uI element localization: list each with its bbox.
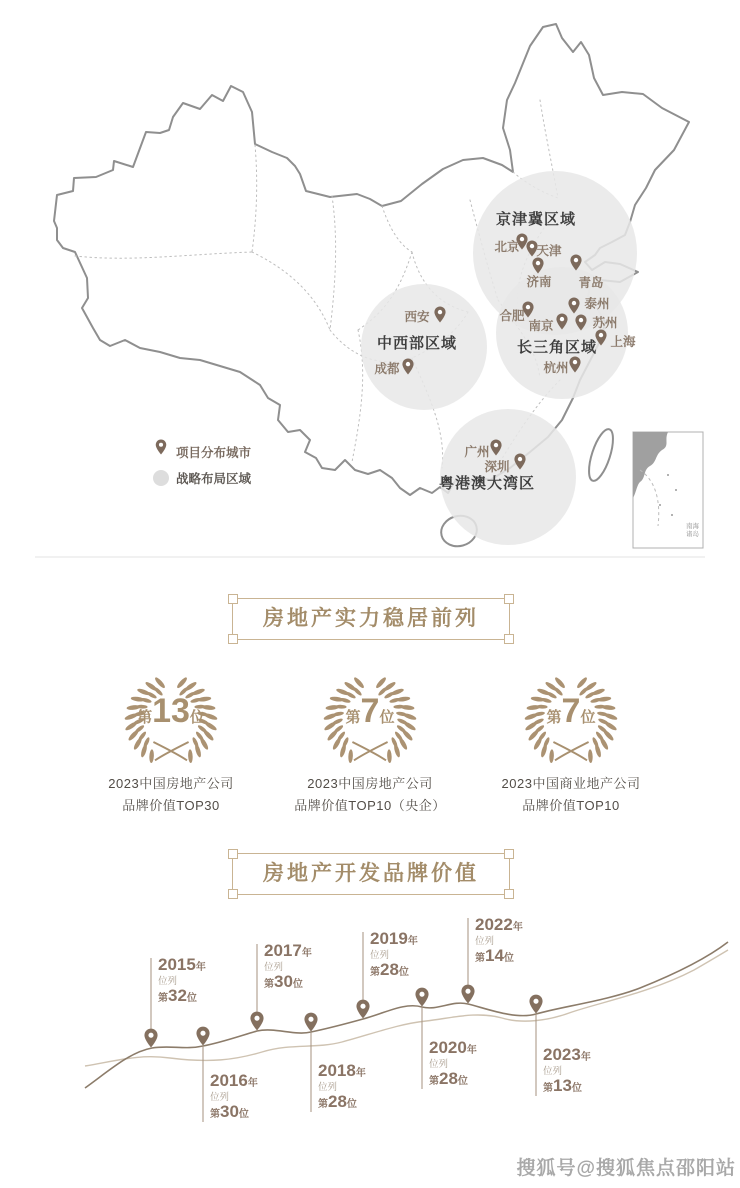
region-label: 粤港澳大湾区: [438, 475, 536, 492]
rank-number: 7: [561, 692, 581, 730]
rank-suffix: 位: [189, 709, 205, 726]
timeline-label-2015: [158, 956, 250, 1006]
legend-label: 项目分布城市: [176, 446, 252, 460]
city-label: 广州: [464, 445, 490, 459]
timeline-pin-icon: [415, 988, 428, 1007]
year: 2019: [370, 929, 408, 948]
award-caption-line2: 品牌价值TOP10（央企）: [294, 798, 446, 814]
award-caption: [65, 773, 277, 817]
award-caption-line1: 2023中国房地产公司: [307, 776, 433, 791]
taiwan-island: [584, 427, 618, 484]
year-suffix: 年: [195, 962, 206, 973]
corner-ornament: [228, 849, 238, 859]
city-label: 青岛: [578, 276, 604, 290]
city-label: 成都: [374, 362, 400, 376]
rank-word: 位列: [543, 1065, 563, 1077]
rank-word: 位列: [264, 961, 284, 973]
inset-label: 南海: [686, 523, 699, 530]
rank-word: 位列: [318, 1081, 338, 1093]
china-map: [0, 0, 740, 565]
rank-suffix: 位: [580, 709, 596, 726]
award-item: [65, 670, 277, 817]
timeline-label-2019: [370, 930, 462, 980]
award-wreath: [264, 670, 476, 766]
year: 2023: [543, 1045, 581, 1064]
timeline-pin-icon: [304, 1013, 317, 1032]
brand-section-title-box: [232, 853, 510, 895]
legend-pin-icon: [156, 440, 167, 455]
rank-suffix: 位: [238, 1109, 249, 1121]
region-label: 长三角区域: [516, 339, 598, 356]
timeline-label-2023: [543, 1046, 635, 1096]
rank-suffix: 位: [398, 967, 409, 979]
corner-ornament: [228, 889, 238, 899]
award-caption-line2: 品牌价值TOP10: [522, 798, 620, 814]
year: 2020: [429, 1038, 467, 1057]
rank-prefix: 第: [475, 953, 485, 965]
rank-prefix: 第: [158, 993, 168, 1005]
rank-number: 14: [485, 946, 504, 966]
timeline-pin-icon: [250, 1012, 263, 1031]
rank-prefix: 第: [543, 1083, 553, 1095]
timeline-pin-icon: [461, 985, 474, 1004]
rank-prefix: 第: [546, 709, 562, 726]
timeline-pin-icon: [356, 1000, 369, 1019]
year-suffix: 年: [407, 936, 418, 947]
timeline-pin-icon: [196, 1027, 209, 1046]
rank-number: 13: [553, 1076, 572, 1096]
award-wreath: [65, 670, 277, 766]
rank-number: 32: [168, 986, 187, 1006]
rank-word: 位列: [429, 1058, 449, 1070]
year: 2018: [318, 1061, 356, 1080]
rank-prefix: 第: [137, 709, 153, 726]
city-label: 深圳: [484, 460, 510, 474]
rank-suffix: 位: [186, 993, 197, 1005]
corner-ornament: [228, 594, 238, 604]
rank-word: 位列: [370, 949, 390, 961]
rank-word: 位列: [210, 1091, 230, 1103]
corner-ornament: [504, 849, 514, 859]
award-rank: [264, 692, 476, 731]
rank-prefix: 第: [318, 1099, 328, 1111]
award-caption: [465, 773, 677, 817]
award-caption-line1: 2023中国房地产公司: [108, 776, 234, 791]
city-label: 天津: [536, 244, 562, 258]
year-suffix: 年: [512, 922, 523, 933]
rank-number: 30: [220, 1102, 239, 1122]
timeline-pin-icon: [144, 1029, 157, 1048]
awards-section-title: 房地产实力稳居前列: [263, 607, 479, 630]
inset-label: 诸岛: [686, 531, 699, 538]
corner-ornament: [504, 889, 514, 899]
year-suffix: 年: [580, 1052, 591, 1063]
rank-number: 28: [328, 1092, 347, 1112]
year: 2016: [210, 1071, 248, 1090]
corner-ornament: [228, 634, 238, 644]
year: 2015: [158, 955, 196, 974]
timeline-label-2022: [475, 916, 567, 966]
region-label: 中西部区域: [376, 335, 458, 352]
rank-number: 28: [380, 960, 399, 980]
year-suffix: 年: [247, 1078, 258, 1089]
award-wreath: [465, 670, 677, 766]
award-item: [264, 670, 476, 817]
rank-prefix: 第: [210, 1109, 220, 1121]
rank-prefix: 第: [429, 1076, 439, 1088]
rank-word: 位列: [158, 975, 178, 987]
year: 2017: [264, 941, 302, 960]
year-suffix: 年: [466, 1045, 477, 1056]
timeline-label-2018: [318, 1062, 410, 1112]
awards-section-title-box: [232, 598, 510, 640]
city-label: 上海: [610, 335, 636, 349]
award-caption-line1: 2023中国商业地产公司: [501, 776, 641, 791]
rank-prefix: 第: [264, 979, 274, 991]
corner-ornament: [504, 594, 514, 604]
year: 2022: [475, 915, 513, 934]
city-label: 苏州: [592, 316, 618, 330]
rank-prefix: 第: [345, 709, 361, 726]
year-suffix: 年: [301, 948, 312, 959]
timeline-label-2017: [264, 942, 356, 992]
corner-ornament: [504, 634, 514, 644]
city-label: 泰州: [584, 297, 610, 311]
rank-suffix: 位: [571, 1083, 582, 1095]
city-label: 济南: [526, 275, 552, 289]
rank-suffix: 位: [292, 979, 303, 991]
map-legend: [153, 440, 252, 487]
rank-number: 30: [274, 972, 293, 992]
award-rank: [65, 692, 277, 731]
city-label: 杭州: [543, 361, 569, 375]
rank-suffix: 位: [379, 709, 395, 726]
rank-suffix: 位: [457, 1076, 468, 1088]
rank-suffix: 位: [346, 1099, 357, 1111]
south-china-sea-inset: [633, 432, 703, 548]
region-circle: [496, 267, 628, 399]
rank-word: 位列: [475, 935, 495, 947]
city-label: 北京: [494, 240, 520, 254]
award-rank: [465, 692, 677, 731]
rank-prefix: 第: [370, 967, 380, 979]
year-suffix: 年: [355, 1068, 366, 1079]
rank-number: 7: [360, 692, 380, 730]
city-label: 西安: [404, 310, 430, 324]
legend-label: 战略布局区域: [176, 472, 252, 486]
legend-region-icon: [153, 470, 169, 486]
timeline-label-2020: [429, 1039, 521, 1089]
city-label: 合肥: [499, 309, 525, 323]
rank-number: 13: [152, 692, 190, 730]
timeline-pin-icon: [529, 995, 542, 1014]
award-item: [465, 670, 677, 817]
sohu-watermark: 搜狐号@搜狐焦点邵阳站: [516, 1158, 736, 1179]
region-label: 京津冀区域: [495, 211, 577, 228]
brand-section-title: 房地产开发品牌价值: [263, 862, 479, 885]
rank-suffix: 位: [503, 953, 514, 965]
timeline-label-2016: [210, 1072, 302, 1122]
award-caption: [264, 773, 476, 817]
city-label: 南京: [528, 319, 554, 333]
award-caption-line2: 品牌价值TOP30: [122, 798, 220, 814]
rank-number: 28: [439, 1069, 458, 1089]
